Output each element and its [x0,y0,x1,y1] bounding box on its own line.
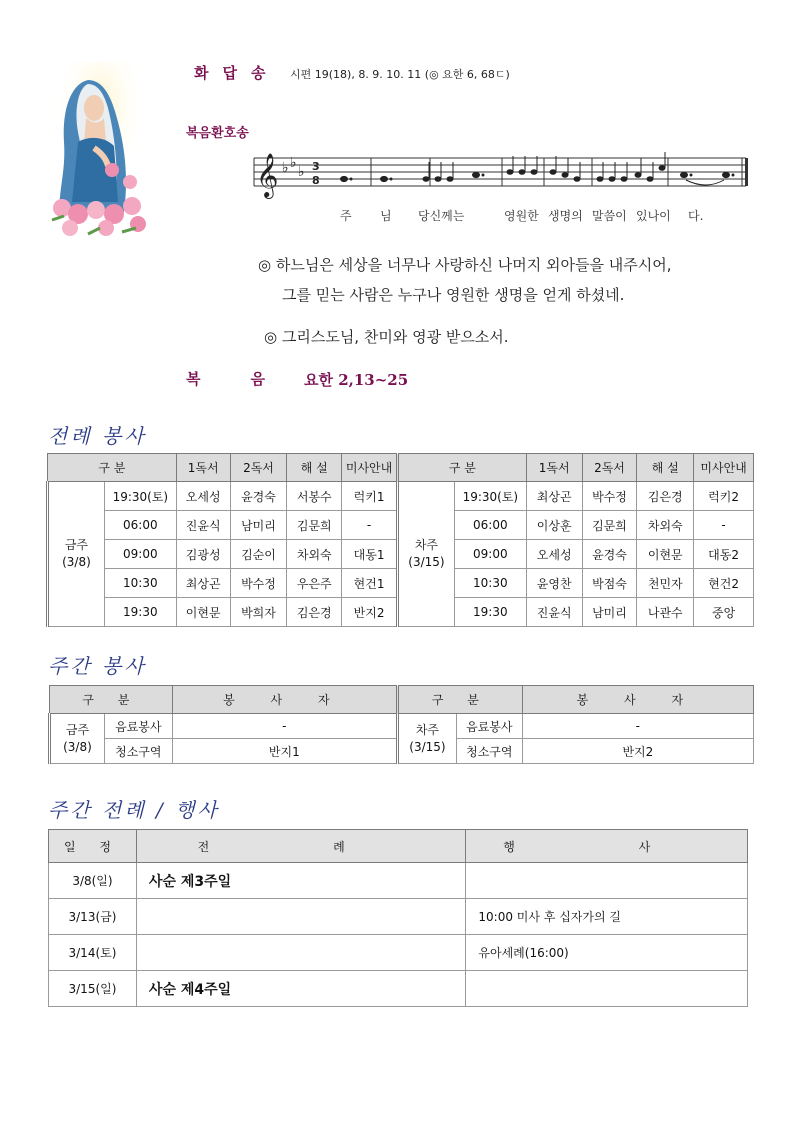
table-cell: 서봉수 [287,482,342,511]
liturgy-cell [136,935,465,971]
table-cell: 럭키2 [694,482,754,511]
treble-clef-icon: 𝄞 [256,153,279,197]
table-cell: 윤경숙 [230,482,287,511]
table-header-row [50,686,754,714]
header-cell: 구 분 [397,686,522,714]
liturgy-service-heading: 전례 봉사 [48,424,147,448]
event-cell [466,863,748,899]
header-cell: 1독서 [176,454,230,482]
table-cell: 음료봉사 [104,714,172,739]
table-cell: 남미리 [582,598,637,627]
table-cell: 19:30 [104,598,176,627]
header-cell: 미사안내 [342,454,398,482]
table-cell: 최상곤 [526,482,582,511]
liturgy-cell: 사순 제4주일 [136,971,465,1007]
table-cell: 현건1 [342,569,398,598]
table-row [50,714,754,739]
table-cell: 09:00 [104,540,176,569]
lyric-word: 말씀이 [592,209,627,223]
table-cell: 김광성 [176,540,230,569]
table-header-row [48,454,754,482]
date-cell: 3/13(금) [49,899,137,935]
week-group-cell: 차주 (3/15) [397,482,454,627]
lyric-word: 님 [380,209,392,223]
table-cell: 진윤식 [526,598,582,627]
table-row [49,863,748,899]
table-cell: 10:30 [454,569,526,598]
svg-text:8: 8 [312,174,320,187]
table-cell: 김은경 [287,598,342,627]
weekly-events-table [48,829,748,1007]
table-cell: 중앙 [694,598,754,627]
liturgy-service-table [46,453,754,627]
week-group-cell: 차주 (3/15) [397,714,456,764]
table-cell: 06:00 [104,511,176,540]
table-cell: - [694,511,754,540]
lyric-word: 영원한 [504,209,539,223]
header-cell: 구 분 [397,454,526,482]
table-cell: 천민자 [637,569,694,598]
table-cell: 우은주 [287,569,342,598]
table-cell: 럭키1 [342,482,398,511]
table-cell: 박점숙 [582,569,637,598]
header-cell: 1독서 [526,454,582,482]
table-cell: 대동2 [694,540,754,569]
table-cell: 19:30(토) [104,482,176,511]
table-row [49,899,748,935]
table-cell: 현건2 [694,569,754,598]
table-cell: 19:30(토) [454,482,526,511]
table-cell: 반지2 [522,739,753,764]
svg-text:♭: ♭ [290,155,297,171]
table-cell: 청소구역 [456,739,522,764]
lyric-word: 있나이 [636,209,671,223]
event-cell [466,971,748,1007]
week-group-cell: 금주 (3/8) [48,482,105,627]
table-cell: 반지1 [172,739,397,764]
table-cell: 반지2 [342,598,398,627]
table-cell: 오세성 [526,540,582,569]
table-cell: 나관수 [637,598,694,627]
table-cell: 이상훈 [526,511,582,540]
table-row [49,971,748,1007]
weekly-service-table [48,685,754,764]
liturgy-cell [136,899,465,935]
music-notes [341,152,735,185]
acclamation-response: ◎ 그리스도님, 찬미와 영광 받으소서. [264,328,509,346]
svg-text:♭: ♭ [282,160,289,176]
table-cell: 차외숙 [287,540,342,569]
table-cell: 윤영찬 [526,569,582,598]
header-cell: 해 설 [637,454,694,482]
header-cell: 행 사 [466,830,748,863]
date-cell: 3/8(일) [49,863,137,899]
svg-text:♭: ♭ [298,164,305,180]
header-cell: 2독서 [230,454,287,482]
table-header-row [49,830,748,863]
lyric-word: 생명의 [548,209,583,223]
table-cell: 음료봉사 [456,714,522,739]
gospel-label: 복 음 [186,370,265,388]
lyric-word: 다. [688,209,704,223]
header-cell: 구 분 [48,454,177,482]
week-group-cell: 금주 (3/8) [50,714,105,764]
event-cell: 유아세례(16:00) [466,935,748,971]
table-cell: 이현문 [176,598,230,627]
table-row [49,935,748,971]
table-cell: 박희자 [230,598,287,627]
mary-illustration [48,62,152,240]
header-cell: 구 분 [50,686,173,714]
table-cell: 김순이 [230,540,287,569]
table-cell: 청소구역 [104,739,172,764]
liturgy-cell: 사순 제3주일 [136,863,465,899]
header-cell: 봉 사 자 [522,686,753,714]
table-cell: 이현문 [637,540,694,569]
weekly-events-heading: 주간 전례 / 행사 [48,798,220,822]
weekly-service-heading: 주간 봉사 [48,654,147,678]
table-cell: 윤경숙 [582,540,637,569]
music-staff [248,148,752,232]
table-cell: 09:00 [454,540,526,569]
header-cell: 봉 사 자 [172,686,397,714]
acclamation-verse-line2: 그를 믿는 사람은 누구나 영원한 생명을 얻게 하셨네. [282,286,625,304]
table-cell: 박수정 [230,569,287,598]
table-cell: 차외숙 [637,511,694,540]
lyric-word: 주 [340,209,352,223]
hwadapsong-reference: 시편 19(18), 8. 9. 10. 11 (◎ 요한 6, 68ㄷ) [290,68,510,81]
table-cell: - [522,714,753,739]
date-cell: 3/14(토) [49,935,137,971]
table-cell: 06:00 [454,511,526,540]
table-cell: 대동1 [342,540,398,569]
header-cell: 일 정 [49,830,137,863]
svg-text:3: 3 [312,160,320,173]
header-cell: 해 설 [287,454,342,482]
table-cell: - [342,511,398,540]
table-cell: 19:30 [454,598,526,627]
header-cell: 미사안내 [694,454,754,482]
table-cell: 김문희 [582,511,637,540]
table-cell: 오세성 [176,482,230,511]
table-row [48,482,754,511]
acclamation-verse-line1: ◎ 하느님은 세상을 너무나 사랑하신 나머지 외아들을 내주시어, [258,256,672,274]
header-cell: 2독서 [582,454,637,482]
lyric-word: 당신께는 [418,209,465,223]
table-cell: 최상곤 [176,569,230,598]
header-cell: 전 례 [136,830,465,863]
table-cell: 김은경 [637,482,694,511]
table-cell: 진윤식 [176,511,230,540]
table-cell: 10:30 [104,569,176,598]
table-cell: - [172,714,397,739]
gospel-acclamation-label: 복음환호송 [186,126,249,141]
table-cell: 김문희 [287,511,342,540]
hwadapsong-title: 화답송 [194,64,280,82]
table-cell: 박수정 [582,482,637,511]
date-cell: 3/15(일) [49,971,137,1007]
gospel-reference: 요한 2,13~25 [304,371,409,389]
table-cell: 남미리 [230,511,287,540]
event-cell: 10:00 미사 후 십자가의 길 [466,899,748,935]
